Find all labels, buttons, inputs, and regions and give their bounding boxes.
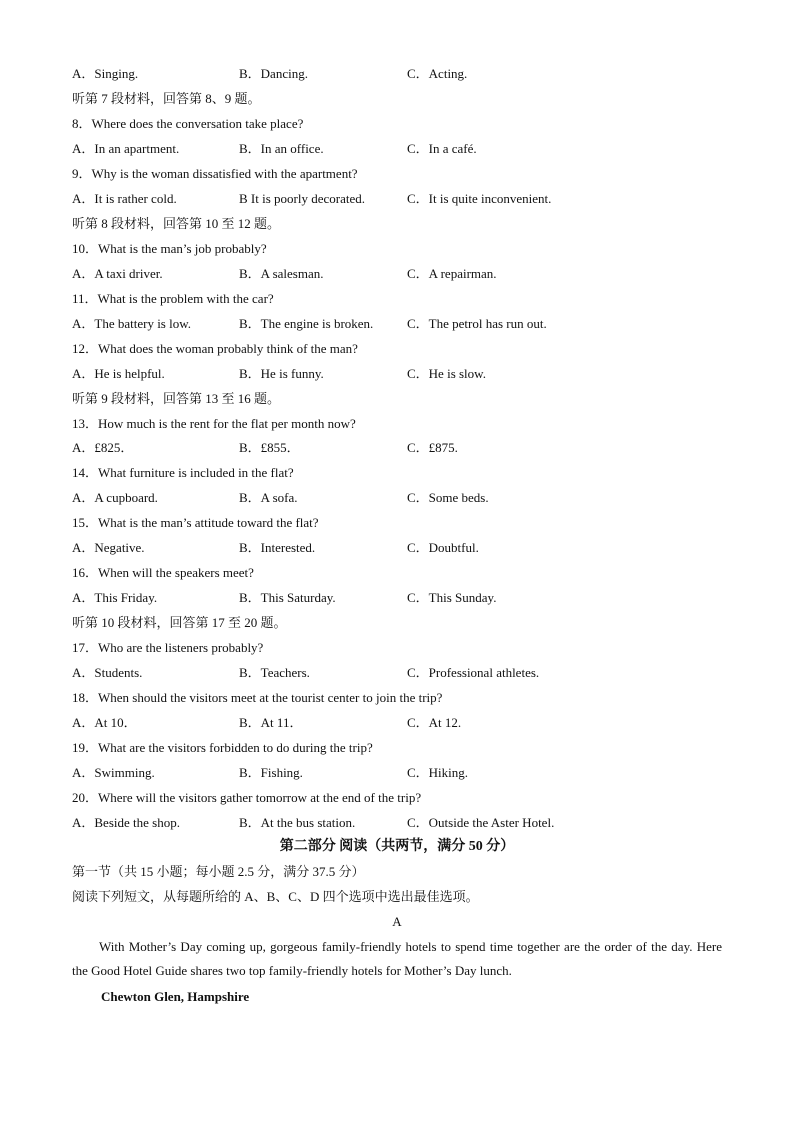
- passage-subheading: Chewton Glen, Hampshire: [101, 989, 250, 1004]
- question-11: 11．What is the problem with the car?: [72, 291, 274, 306]
- option-b: B．A sofa.: [239, 490, 298, 505]
- passage-label: A: [392, 914, 402, 929]
- option-c: C．A repairman.: [407, 266, 497, 281]
- option-a: A．A taxi driver.: [72, 266, 163, 281]
- section-instruction: 听第 9 段材料，回答第 13 至 16 题。: [72, 391, 281, 406]
- option-c: C．Professional athletes.: [407, 665, 540, 680]
- option-a: A．Negative.: [72, 540, 145, 555]
- option-a: A．At 10．: [72, 715, 137, 730]
- option-a: A．Swimming.: [72, 765, 155, 780]
- option-c: C．Outside the Aster Hotel.: [407, 815, 555, 830]
- section-instruction: 听第 10 段材料，回答第 17 至 20 题。: [72, 615, 287, 630]
- option-a: A．Singing.: [72, 66, 139, 81]
- part-title: 第二部分 阅读（共两节，满分 50 分）: [279, 839, 515, 854]
- option-c: C．Doubtful.: [407, 540, 479, 555]
- section-instruction: 听第 8 段材料，回答第 10 至 12 题。: [72, 216, 281, 231]
- passage-paragraph: With Mother’s Day coming up, gorgeous family-friendly hotels to spend time together are the order of the day. Here the Good Hotel Guide shares two top family-friendly hotels for Mother’s Day lunch.: [72, 939, 722, 978]
- option-c: C．£875.: [407, 440, 458, 455]
- option-a: A．£825．: [72, 440, 134, 455]
- option-a: A．It is rather cold.: [72, 191, 177, 206]
- question-8: 8．Where does the conversation take place?: [72, 116, 304, 131]
- option-c: C．In a café.: [407, 141, 477, 156]
- question-9: 9．Why is the woman dissatisfied with the apartment?: [72, 166, 358, 181]
- option-b: B．Interested.: [239, 540, 316, 555]
- question-15: 15．What is the man’s attitude toward the flat?: [72, 515, 319, 530]
- option-b: B．He is funny.: [239, 366, 324, 381]
- option-a: A．The battery is low.: [72, 316, 192, 331]
- option-b: B．Teachers.: [239, 665, 310, 680]
- option-b: B It is poorly decorated.: [239, 191, 365, 206]
- option-c: C．Hiking.: [407, 765, 469, 780]
- option-c: C．He is slow.: [407, 366, 486, 381]
- option-b: B．Dancing.: [239, 66, 308, 81]
- reading-instruction: 阅读下列短文，从每题所给的 A、B、C、D 四个选项中选出最佳选项。: [72, 889, 479, 904]
- option-c: C．At 12.: [407, 715, 462, 730]
- option-b: B．This Saturday.: [239, 590, 336, 605]
- option-b: B．£855．: [239, 440, 300, 455]
- question-13: 13．How much is the rent for the flat per month now?: [72, 416, 356, 431]
- section-heading: 第一节（共 15 小题；每小题 2.5 分，满分 37.5 分）: [72, 864, 365, 879]
- option-b: B．In an office.: [239, 141, 324, 156]
- option-c: C．Acting.: [407, 66, 468, 81]
- option-b: B．At 11．: [239, 715, 303, 730]
- option-a: A．In an apartment.: [72, 141, 180, 156]
- option-a: A．A cupboard.: [72, 490, 158, 505]
- option-a: A．This Friday.: [72, 590, 158, 605]
- option-c: C．Some beds.: [407, 490, 489, 505]
- question-14: 14．What furniture is included in the flat?: [72, 465, 294, 480]
- question-20: 20．Where will the visitors gather tomorrow at the end of the trip?: [72, 790, 422, 805]
- question-16: 16．When will the speakers meet?: [72, 565, 254, 580]
- question-19: 19．What are the visitors forbidden to do during the trip?: [72, 740, 373, 755]
- option-b: B．At the bus station.: [239, 815, 356, 830]
- question-10: 10．What is the man’s job probably?: [72, 241, 267, 256]
- question-12: 12．What does the woman probably think of the man?: [72, 341, 358, 356]
- option-a: A．He is helpful.: [72, 366, 165, 381]
- option-c: C．It is quite inconvenient.: [407, 191, 552, 206]
- option-a: A．Students.: [72, 665, 143, 680]
- option-c: C．This Sunday.: [407, 590, 497, 605]
- question-18: 18．When should the visitors meet at the tourist center to join the trip?: [72, 690, 443, 705]
- option-a: A．Beside the shop.: [72, 815, 180, 830]
- option-c: C．The petrol has run out.: [407, 316, 547, 331]
- question-17: 17．Who are the listeners probably?: [72, 640, 264, 655]
- option-b: B．A salesman.: [239, 266, 324, 281]
- option-b: B．Fishing.: [239, 765, 303, 780]
- section-instruction: 听第 7 段材料，回答第 8、9 题。: [72, 91, 261, 106]
- option-b: B．The engine is broken.: [239, 316, 374, 331]
